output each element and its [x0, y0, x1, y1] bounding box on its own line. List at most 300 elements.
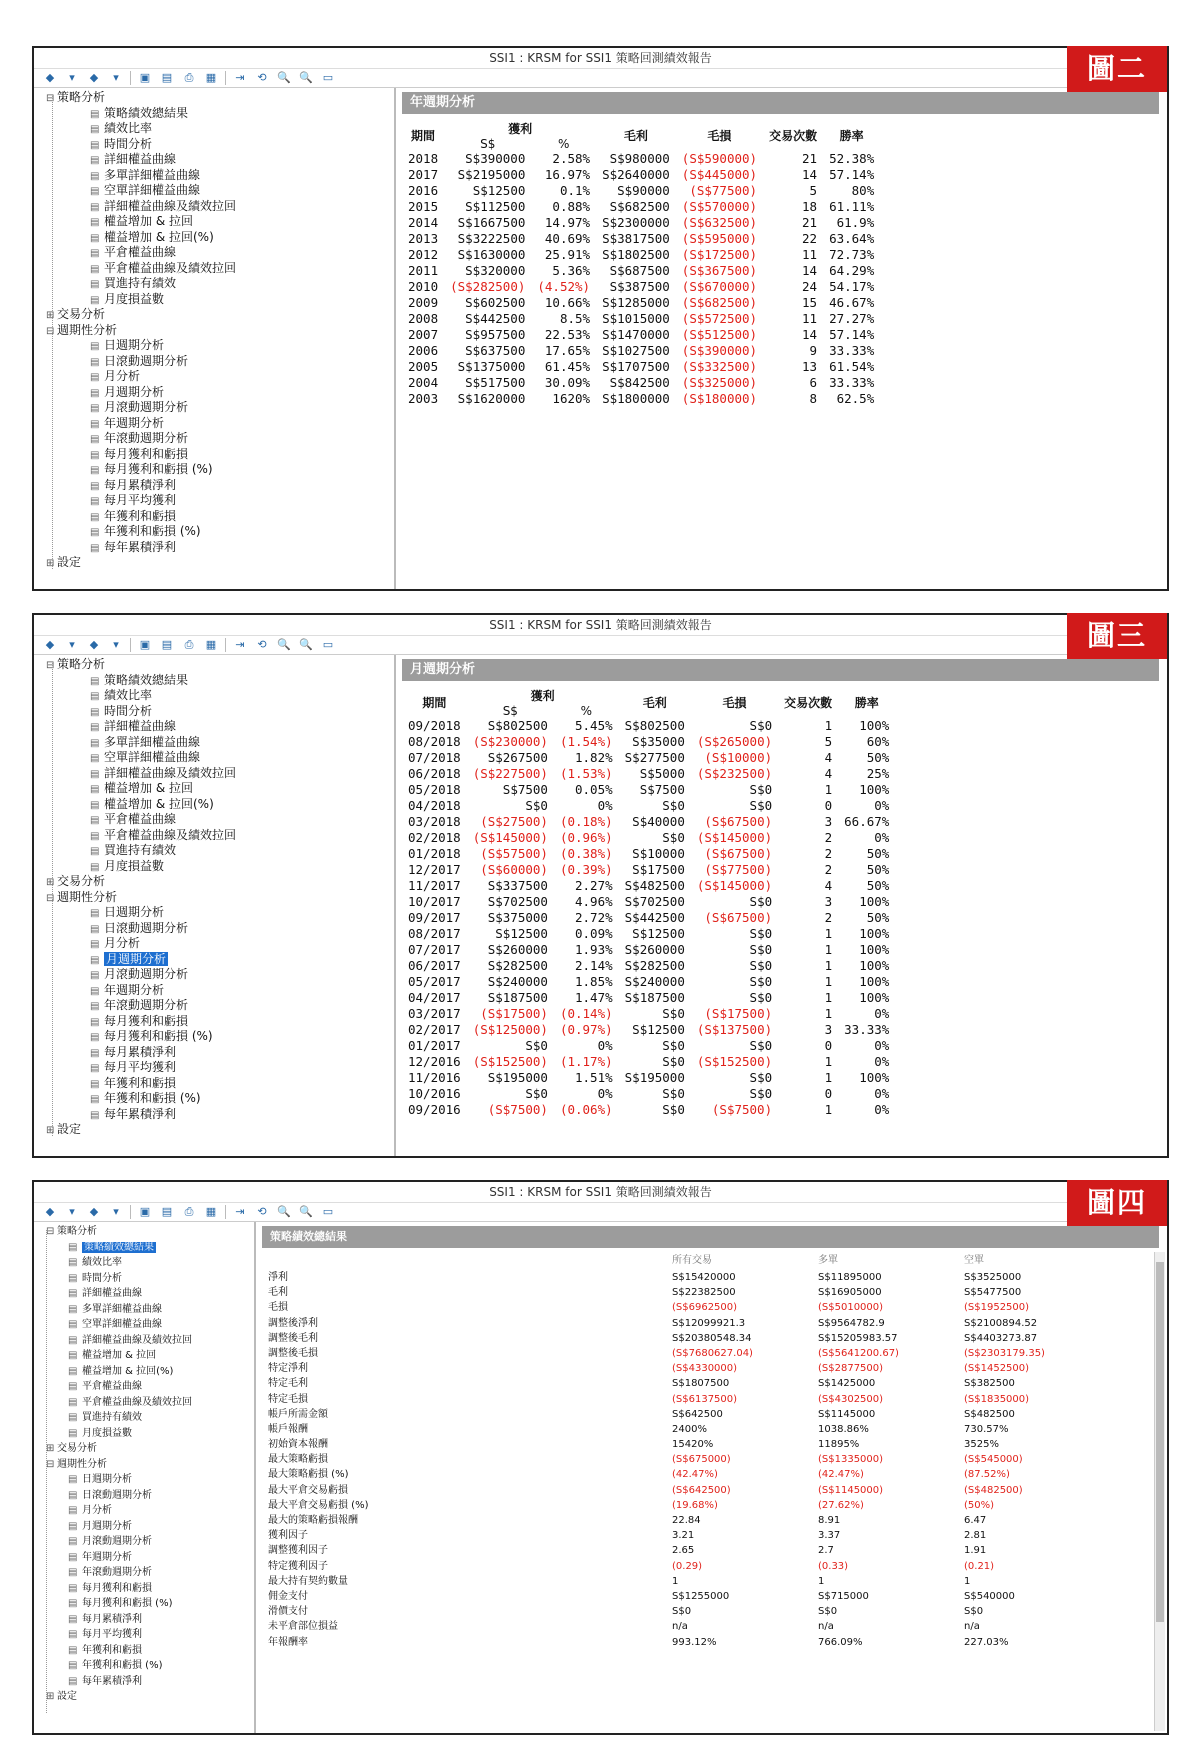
table-row[interactable] [402, 750, 895, 766]
table-cell: 2003 [408, 391, 439, 406]
table-cell: 01/2017 [408, 1038, 461, 1053]
print-icon[interactable]: ⎙ [184, 638, 194, 651]
save-icon[interactable]: ▣ [139, 1205, 151, 1218]
tree-item[interactable]: ▤ 權益增加 & 拉回 [90, 781, 193, 795]
summary-row[interactable] [262, 1346, 1159, 1361]
table-row[interactable] [402, 766, 895, 782]
forward-icon[interactable]: ◆ [89, 71, 99, 84]
table-cell: 33.33% [844, 1022, 890, 1037]
tree-node-trade-analysis[interactable]: ⊞ 交易分析 [46, 1443, 97, 1454]
table-cell: S$0 [749, 958, 773, 973]
window-icon[interactable]: ▭ [322, 71, 334, 84]
table-cell: S$702500 [624, 894, 685, 909]
monthly-rows [402, 718, 895, 1118]
summary-row-value: 3525% [964, 1439, 999, 1451]
table-cell: 46.67% [829, 295, 875, 310]
tree-item[interactable]: ▤ 年滾動週期分析 [90, 431, 189, 445]
table-cell: 52.38% [829, 151, 875, 166]
table-row[interactable] [402, 910, 895, 926]
table-row[interactable] [402, 814, 895, 830]
table-cell: 50% [866, 750, 890, 765]
back-icon[interactable]: ◆ [45, 1205, 55, 1218]
tree-item[interactable]: ▤ 詳細權益曲線及績效拉回 [90, 198, 237, 213]
tree-item[interactable]: ▤ 多單詳細權益曲線 [90, 167, 201, 182]
table-row[interactable] [402, 830, 895, 846]
table-row[interactable] [402, 878, 895, 894]
table-cell: 100% [859, 718, 890, 733]
print-icon[interactable]: ⎙ [184, 71, 194, 84]
table-row[interactable] [402, 734, 895, 750]
table-cell: S$0 [749, 1038, 773, 1053]
zoom-out-icon[interactable]: 🔍 [299, 71, 313, 84]
tree-item[interactable]: ▤ 詳細權益曲線 [90, 152, 177, 166]
tree-item[interactable]: ▤ 權益增加 & 拉回(%) [90, 229, 214, 244]
tree-item[interactable]: ▤ 績效比率 [90, 688, 153, 702]
tree-item[interactable]: ▤ 策略績效總結果 [90, 672, 189, 687]
scrollbar-thumb[interactable] [1156, 1262, 1164, 1622]
col-profit-pct[interactable]: % [558, 137, 570, 151]
zoom-out-icon[interactable]: 🔍 [299, 1205, 313, 1218]
table-cell: 57.14% [829, 167, 875, 182]
table-cell: (S$390000) [681, 343, 758, 358]
tree-item[interactable]: ▤ 月週期分析 [90, 384, 165, 399]
summary-row-value: (42.47%) [818, 1469, 864, 1481]
table-cell: (S$682500) [681, 295, 758, 310]
table-row[interactable] [402, 1054, 895, 1070]
tree-item[interactable]: ▤ 年獲利和虧損 (%) [68, 1660, 163, 1671]
zoom-in-icon[interactable]: 🔍 [277, 71, 291, 84]
summary-row[interactable] [262, 1483, 1159, 1498]
table-cell: (S$67500) [704, 846, 773, 861]
table-cell: 1 [824, 1054, 833, 1069]
col-gross-profit[interactable]: 毛利 [642, 696, 667, 710]
forward-icon[interactable]: ◆ [89, 638, 99, 651]
tree-item[interactable]: ▤ 每月平均獲利 [90, 493, 177, 507]
table-cell: S$0 [662, 1006, 685, 1021]
tree-item[interactable]: ▤ 日週期分析 [90, 905, 165, 919]
summary-row[interactable] [262, 1574, 1159, 1589]
col-profit-sdollar[interactable]: S$ [480, 137, 496, 151]
col-win-rate[interactable]: 勝率 [854, 696, 879, 710]
summary-row-label: 最大平倉交易虧損 (%) [268, 1499, 369, 1511]
table-cell: 50% [866, 862, 890, 877]
tree-item[interactable]: ▤ 日週期分析 [90, 338, 165, 352]
table-cell: (S$367500) [681, 263, 758, 278]
tree-item[interactable]: ▤ 每年累積淨利 [90, 1106, 177, 1121]
table-cell: 61.45% [544, 359, 591, 374]
tree-node-strategy-analysis[interactable]: ⊟ 策略分析 [46, 90, 106, 104]
tree-item[interactable]: ▤ 權益增加 & 拉回 [90, 214, 193, 228]
tree-item[interactable]: ▤ 年獲利和虧損 (%) [90, 1091, 201, 1105]
save-icon[interactable]: ▣ [139, 638, 151, 651]
refresh-icon[interactable]: ⟲ [257, 638, 267, 651]
tree-item[interactable]: ▤ 詳細權益曲線 [68, 1288, 142, 1299]
tree-item[interactable]: ▤ 年獲利和虧損 [90, 508, 177, 523]
tree-item[interactable]: ▤ 月分析 [90, 369, 141, 383]
summary-row-value: (27.62%) [818, 1499, 864, 1511]
table-row[interactable] [402, 215, 880, 231]
table-row[interactable] [402, 311, 880, 327]
table-row[interactable] [402, 247, 880, 263]
summary-row-label: 毛利 [268, 1287, 288, 1299]
refresh-icon[interactable]: ⟲ [257, 1205, 267, 1218]
table-row[interactable] [402, 1070, 895, 1086]
goto-icon[interactable]: ⇥ [235, 1205, 245, 1218]
table-cell: 09/2016 [408, 1102, 461, 1117]
table-cell: 2016 [408, 183, 439, 198]
col-all-trades[interactable]: 所有交易 [672, 1255, 712, 1266]
table-cell: 25% [866, 766, 890, 781]
table-cell: (S$172500) [681, 247, 758, 262]
tree-item[interactable]: ▤ 年獲利和虧損 (%) [90, 524, 201, 538]
col-trades[interactable]: 交易次數 [784, 696, 833, 710]
table-cell: (S$282500) [450, 279, 526, 294]
summary-row-label: 最大策略虧損 (%) [268, 1469, 349, 1481]
tree-item[interactable]: ▤ 年週期分析 [90, 982, 165, 997]
summary-row[interactable] [262, 1331, 1159, 1346]
table-row[interactable] [402, 391, 880, 407]
tree-item-selected[interactable]: ▤ 策略績效總結果 [68, 1241, 154, 1253]
table-row[interactable] [402, 263, 880, 279]
tree-item[interactable]: ▤ 權益增加 & 拉回(%) [68, 1365, 174, 1377]
tree-item[interactable]: ▤ 月分析 [90, 936, 141, 950]
summary-row-value: (S$4302500) [818, 1393, 884, 1405]
dropdown-icon[interactable]: ▾ [69, 1205, 75, 1218]
tree-item[interactable]: ▤ 每年累積淨利 [90, 539, 177, 554]
col-gross-profit[interactable]: 毛利 [623, 129, 648, 143]
tree-item[interactable]: ▤ 月滾動週期分析 [68, 1536, 152, 1547]
col-win-rate[interactable]: 勝率 [839, 129, 864, 143]
table-cell: S$517500 [465, 375, 526, 390]
forward-icon[interactable]: ◆ [89, 1205, 99, 1218]
table-row[interactable] [402, 343, 880, 359]
summary-row-label: 淨利 [268, 1272, 288, 1283]
col-gross-loss[interactable]: 毛損 [707, 129, 732, 143]
table-cell: 07/2018 [408, 750, 461, 765]
table-cell: S$0 [525, 798, 548, 813]
col-trades[interactable]: 交易次數 [769, 129, 818, 143]
col-profit[interactable]: 獲利 [530, 689, 555, 703]
table-row[interactable] [402, 1022, 895, 1038]
tree-item[interactable]: ▤ 詳細權益曲線及績效拉回 [90, 765, 237, 780]
summary-row[interactable] [262, 1316, 1159, 1331]
tree-item[interactable]: ▤ 每月累積淨利 [90, 477, 177, 492]
tree-item[interactable]: ▤ 權益增加 & 拉回(%) [90, 796, 214, 811]
tree-item[interactable]: ▤ 權益增加 & 拉回 [68, 1350, 157, 1361]
toolbar-separator [225, 1205, 226, 1219]
tree-item[interactable]: ▤ 月滾動週期分析 [90, 400, 189, 414]
table-cell: 11/2017 [408, 878, 461, 893]
vertical-scrollbar[interactable] [1154, 1252, 1165, 1731]
tree-node-periodic-analysis[interactable]: ⊟ 週期性分析 [46, 322, 118, 337]
tree-item[interactable]: ▤ 空單詳細權益曲線 [68, 1319, 162, 1330]
summary-row-label: 最大策略虧損 [268, 1454, 328, 1466]
table-cell: (S$570000) [681, 199, 758, 214]
export-icon[interactable]: ▤ [161, 71, 173, 84]
summary-row-value: (S$2877500) [818, 1363, 884, 1375]
table-cell: (S$512500) [681, 327, 758, 342]
save-icon[interactable]: ▣ [139, 71, 151, 84]
summary-row[interactable] [262, 1528, 1159, 1543]
tree-item[interactable]: ▤ 年獲利和虧損 [90, 1075, 177, 1090]
tree-item[interactable]: ▤ 月度損益數 [90, 291, 165, 306]
summary-row[interactable] [262, 1407, 1159, 1422]
tree-item-selected[interactable]: ▤ 月週期分析 [90, 951, 167, 966]
summary-row[interactable] [262, 1498, 1159, 1513]
tree-item[interactable]: ▤ 每月平均獲利 [90, 1060, 177, 1074]
report-window-monthly [32, 613, 1169, 1158]
table-row[interactable] [402, 862, 895, 878]
summary-row[interactable] [262, 1300, 1159, 1315]
table-row[interactable] [402, 295, 880, 311]
table-cell: 22.53% [544, 327, 591, 342]
refresh-icon[interactable]: ⟲ [257, 71, 267, 84]
tree-item[interactable]: ▤ 買進持有績效 [90, 843, 177, 857]
tree-item[interactable]: ▤ 年週期分析 [68, 1551, 132, 1563]
table-cell: (S$77500) [689, 183, 758, 198]
table-row[interactable] [402, 1102, 895, 1118]
tree-item[interactable]: ▤ 每月累積淨利 [90, 1044, 177, 1059]
table-cell: S$702500 [487, 894, 548, 909]
col-period[interactable]: 期間 [411, 129, 436, 143]
tree-item[interactable]: ▤ 年獲利和虧損 [68, 1644, 142, 1656]
table-row[interactable] [402, 926, 895, 942]
table-cell: 0.09% [575, 926, 613, 941]
tree-node-settings[interactable]: ⊞ 設定 [46, 1691, 77, 1702]
tree-item[interactable]: ▤ 時間分析 [90, 136, 153, 151]
table-row[interactable] [402, 151, 880, 167]
table-row[interactable] [402, 718, 895, 734]
table-row[interactable] [402, 1038, 895, 1054]
table-cell: S$5000 [639, 766, 685, 781]
summary-row[interactable] [262, 1559, 1159, 1574]
table-row[interactable] [402, 798, 895, 814]
table-cell: 2.72% [575, 910, 613, 925]
table-cell: S$277500 [624, 750, 685, 765]
table-row[interactable] [402, 1006, 895, 1022]
tree-item[interactable]: ▤ 平倉權益曲線 [90, 812, 177, 826]
dropdown-icon[interactable]: ▾ [69, 71, 75, 84]
summary-row[interactable] [262, 1270, 1159, 1285]
tree-item[interactable]: ▤ 每月獲利和虧損 [90, 446, 189, 461]
table-cell: (S$325000) [681, 375, 758, 390]
tree-item[interactable]: ▤ 月度損益數 [90, 858, 165, 873]
summary-row[interactable] [262, 1513, 1159, 1528]
table-row[interactable] [402, 846, 895, 862]
zoom-out-icon[interactable]: 🔍 [299, 638, 313, 651]
grid-icon[interactable]: ▦ [205, 1205, 217, 1218]
table-row[interactable] [402, 183, 880, 199]
tree-item[interactable]: ▤ 每月獲利和虧損 (%) [90, 462, 213, 476]
summary-row[interactable] [262, 1452, 1159, 1467]
tree-item[interactable]: ▤ 多單詳細權益曲線 [90, 734, 201, 749]
summary-row-label: 特定淨利 [268, 1363, 308, 1375]
col-gross-loss[interactable]: 毛損 [722, 696, 747, 710]
export-icon[interactable]: ▤ [161, 1205, 173, 1218]
tree-item[interactable]: ▤ 買進持有績效 [68, 1412, 142, 1423]
tree-item[interactable]: ▤ 日滾動週期分析 [90, 353, 189, 368]
annual-rows [402, 151, 880, 407]
dropdown-icon[interactable]: ▾ [113, 638, 119, 651]
table-cell: 11 [802, 311, 818, 326]
print-icon[interactable]: ⎙ [184, 1205, 194, 1218]
table-row[interactable] [402, 199, 880, 215]
tree-item[interactable]: ▤ 月滾動週期分析 [90, 967, 189, 981]
table-cell: (S$152500) [696, 1054, 773, 1069]
back-icon[interactable]: ◆ [45, 638, 55, 651]
table-cell: 0% [874, 1006, 890, 1021]
summary-row[interactable] [262, 1422, 1159, 1437]
summary-row[interactable] [262, 1285, 1159, 1300]
table-cell: 1 [824, 926, 833, 941]
table-cell: S$442500 [624, 910, 685, 925]
col-profit[interactable]: 獲利 [508, 122, 533, 136]
table-row[interactable] [402, 279, 880, 295]
table-cell: 22 [802, 231, 818, 246]
window-icon[interactable]: ▭ [322, 638, 334, 651]
tree-node-periodic-analysis[interactable]: ⊟ 週期性分析 [46, 889, 118, 904]
tree-item[interactable]: ▤ 每月獲利和虧損 (%) [68, 1598, 173, 1609]
tree-item[interactable]: ▤ 年週期分析 [90, 415, 165, 430]
tree-node-trade-analysis[interactable]: ⊞ 交易分析 [46, 874, 106, 888]
zoom-in-icon[interactable]: 🔍 [277, 638, 291, 651]
tree-item[interactable]: ▤ 每月獲利和虧損 [90, 1013, 189, 1028]
summary-row-value: 3.21 [672, 1530, 695, 1542]
tree-item[interactable]: ▤ 空單詳細權益曲線 [90, 183, 201, 197]
summary-row[interactable] [262, 1619, 1159, 1634]
table-cell: S$1667500 [457, 215, 526, 230]
summary-row[interactable] [262, 1543, 1159, 1558]
tree-item[interactable]: ▤ 買進持有績效 [90, 276, 177, 290]
summary-row[interactable] [262, 1361, 1159, 1376]
summary-row[interactable] [262, 1467, 1159, 1482]
tree-item[interactable]: ▤ 平倉權益曲線及績效拉回 [68, 1396, 192, 1408]
zoom-in-icon[interactable]: 🔍 [277, 1205, 291, 1218]
tree-item[interactable]: ▤ 每月獲利和虧損 (%) [90, 1029, 213, 1043]
tree-item[interactable]: ▤ 平倉權益曲線及績效拉回 [90, 260, 237, 275]
tree-item[interactable]: ▤ 績效比率 [68, 1257, 122, 1268]
table-cell: S$1470000 [602, 327, 670, 342]
section-title: 月週期分析 [402, 659, 1159, 681]
tree-item[interactable]: ▤ 每月平均獲利 [68, 1629, 142, 1640]
export-icon[interactable]: ▤ [161, 638, 173, 651]
tree-item[interactable]: ▤ 日週期分析 [68, 1474, 132, 1485]
table-cell: 08/2017 [408, 926, 461, 941]
table-cell: S$957500 [465, 327, 526, 342]
table-cell: 0% [597, 1086, 613, 1101]
tree-item[interactable]: ▤ 年滾動週期分析 [90, 998, 189, 1012]
table-row[interactable] [402, 231, 880, 247]
table-row[interactable] [402, 958, 895, 974]
table-row[interactable] [402, 990, 895, 1006]
col-long[interactable]: 多單 [818, 1255, 838, 1266]
table-cell: S$1015000 [602, 311, 670, 326]
tree-node-strategy-analysis[interactable]: ⊟ 策略分析 [46, 1226, 97, 1237]
summary-row[interactable] [262, 1392, 1159, 1407]
tree-node-trade-analysis[interactable]: ⊞ 交易分析 [46, 307, 106, 321]
tree-item[interactable]: ▤ 月週期分析 [68, 1520, 132, 1532]
summary-row[interactable] [262, 1604, 1159, 1619]
table-cell: 80% [851, 183, 875, 198]
tree-item[interactable]: ▤ 年滾動週期分析 [68, 1567, 152, 1578]
table-row[interactable] [402, 942, 895, 958]
table-row[interactable] [402, 359, 880, 375]
dropdown-icon[interactable]: ▾ [113, 1205, 119, 1218]
grid-icon[interactable]: ▦ [205, 638, 217, 651]
summary-row-value: n/a [818, 1621, 834, 1633]
table-cell: (S$445000) [681, 167, 758, 182]
back-icon[interactable]: ◆ [45, 71, 55, 84]
tree-item[interactable]: ▤ 每月累積淨利 [68, 1613, 142, 1625]
col-profit-sdollar[interactable]: S$ [502, 704, 518, 718]
tree-item[interactable]: ▤ 平倉權益曲線及績效拉回 [90, 827, 237, 842]
summary-row-value: 2400% [672, 1423, 707, 1435]
tree-item[interactable]: ▤ 空單詳細權益曲線 [90, 750, 201, 764]
summary-row[interactable] [262, 1376, 1159, 1391]
tree-item[interactable]: ▤ 平倉權益曲線 [68, 1381, 142, 1392]
goto-icon[interactable]: ⇥ [235, 71, 245, 84]
col-period[interactable]: 期間 [422, 696, 447, 710]
tree-item[interactable]: ▤ 多單詳細權益曲線 [68, 1303, 162, 1315]
tree-node-strategy-analysis[interactable]: ⊟ 策略分析 [46, 657, 106, 671]
tree-node-settings[interactable]: ⊞ 設定 [46, 1122, 82, 1136]
dropdown-icon[interactable]: ▾ [69, 638, 75, 651]
tree-item[interactable]: ▤ 詳細權益曲線 [90, 719, 177, 733]
tree-item[interactable]: ▤ 每月獲利和虧損 [68, 1582, 152, 1594]
tree-item[interactable]: ▤ 平倉權益曲線 [90, 245, 177, 259]
table-cell: S$0 [662, 798, 685, 813]
dropdown-icon[interactable]: ▾ [113, 71, 119, 84]
summary-row[interactable] [262, 1589, 1159, 1604]
report-content [256, 1222, 1167, 1733]
tree-item[interactable]: ▤ 每年累積淨利 [68, 1675, 142, 1687]
tree-item[interactable]: ▤ 時間分析 [68, 1272, 122, 1284]
tree-item[interactable]: ▤ 策略績效總結果 [90, 105, 189, 120]
tree-item[interactable]: ▤ 績效比率 [90, 121, 153, 135]
summary-row-value: 1 [964, 1575, 971, 1587]
col-profit-pct[interactable]: % [580, 704, 592, 718]
table-row[interactable] [402, 167, 880, 183]
table-cell: S$3222500 [457, 231, 526, 246]
table-row[interactable] [402, 894, 895, 910]
summary-row[interactable] [262, 1437, 1159, 1452]
tree-item[interactable]: ▤ 日滾動週期分析 [68, 1489, 152, 1501]
tree-item[interactable]: ▤ 月分析 [68, 1505, 112, 1516]
report-content [396, 655, 1167, 1156]
summary-row-value: S$11895000 [818, 1272, 882, 1283]
goto-icon[interactable]: ⇥ [235, 638, 245, 651]
navigation-tree [34, 1222, 256, 1733]
table-row[interactable] [402, 327, 880, 343]
tree-node-periodic-analysis[interactable]: ⊟ 週期性分析 [46, 1458, 107, 1470]
grid-icon[interactable]: ▦ [205, 71, 217, 84]
tree-item[interactable]: ▤ 詳細權益曲線及績效拉回 [68, 1334, 192, 1346]
table-row[interactable] [402, 1086, 895, 1102]
tree-item[interactable]: ▤ 日滾動週期分析 [90, 920, 189, 935]
table-row[interactable] [402, 375, 880, 391]
table-row[interactable] [402, 782, 895, 798]
tree-item[interactable]: ▤ 月度損益數 [68, 1427, 132, 1439]
table-cell: 6 [809, 375, 818, 390]
summary-row[interactable] [262, 1635, 1159, 1650]
summary-row-label: 滑價支付 [268, 1606, 308, 1618]
table-row[interactable] [402, 974, 895, 990]
col-short[interactable]: 空單 [964, 1255, 984, 1266]
tree-node-settings[interactable]: ⊞ 設定 [46, 555, 82, 569]
tree-item[interactable]: ▤ 時間分析 [90, 703, 153, 718]
window-icon[interactable]: ▭ [322, 1205, 334, 1218]
table-cell: S$240000 [487, 974, 548, 989]
